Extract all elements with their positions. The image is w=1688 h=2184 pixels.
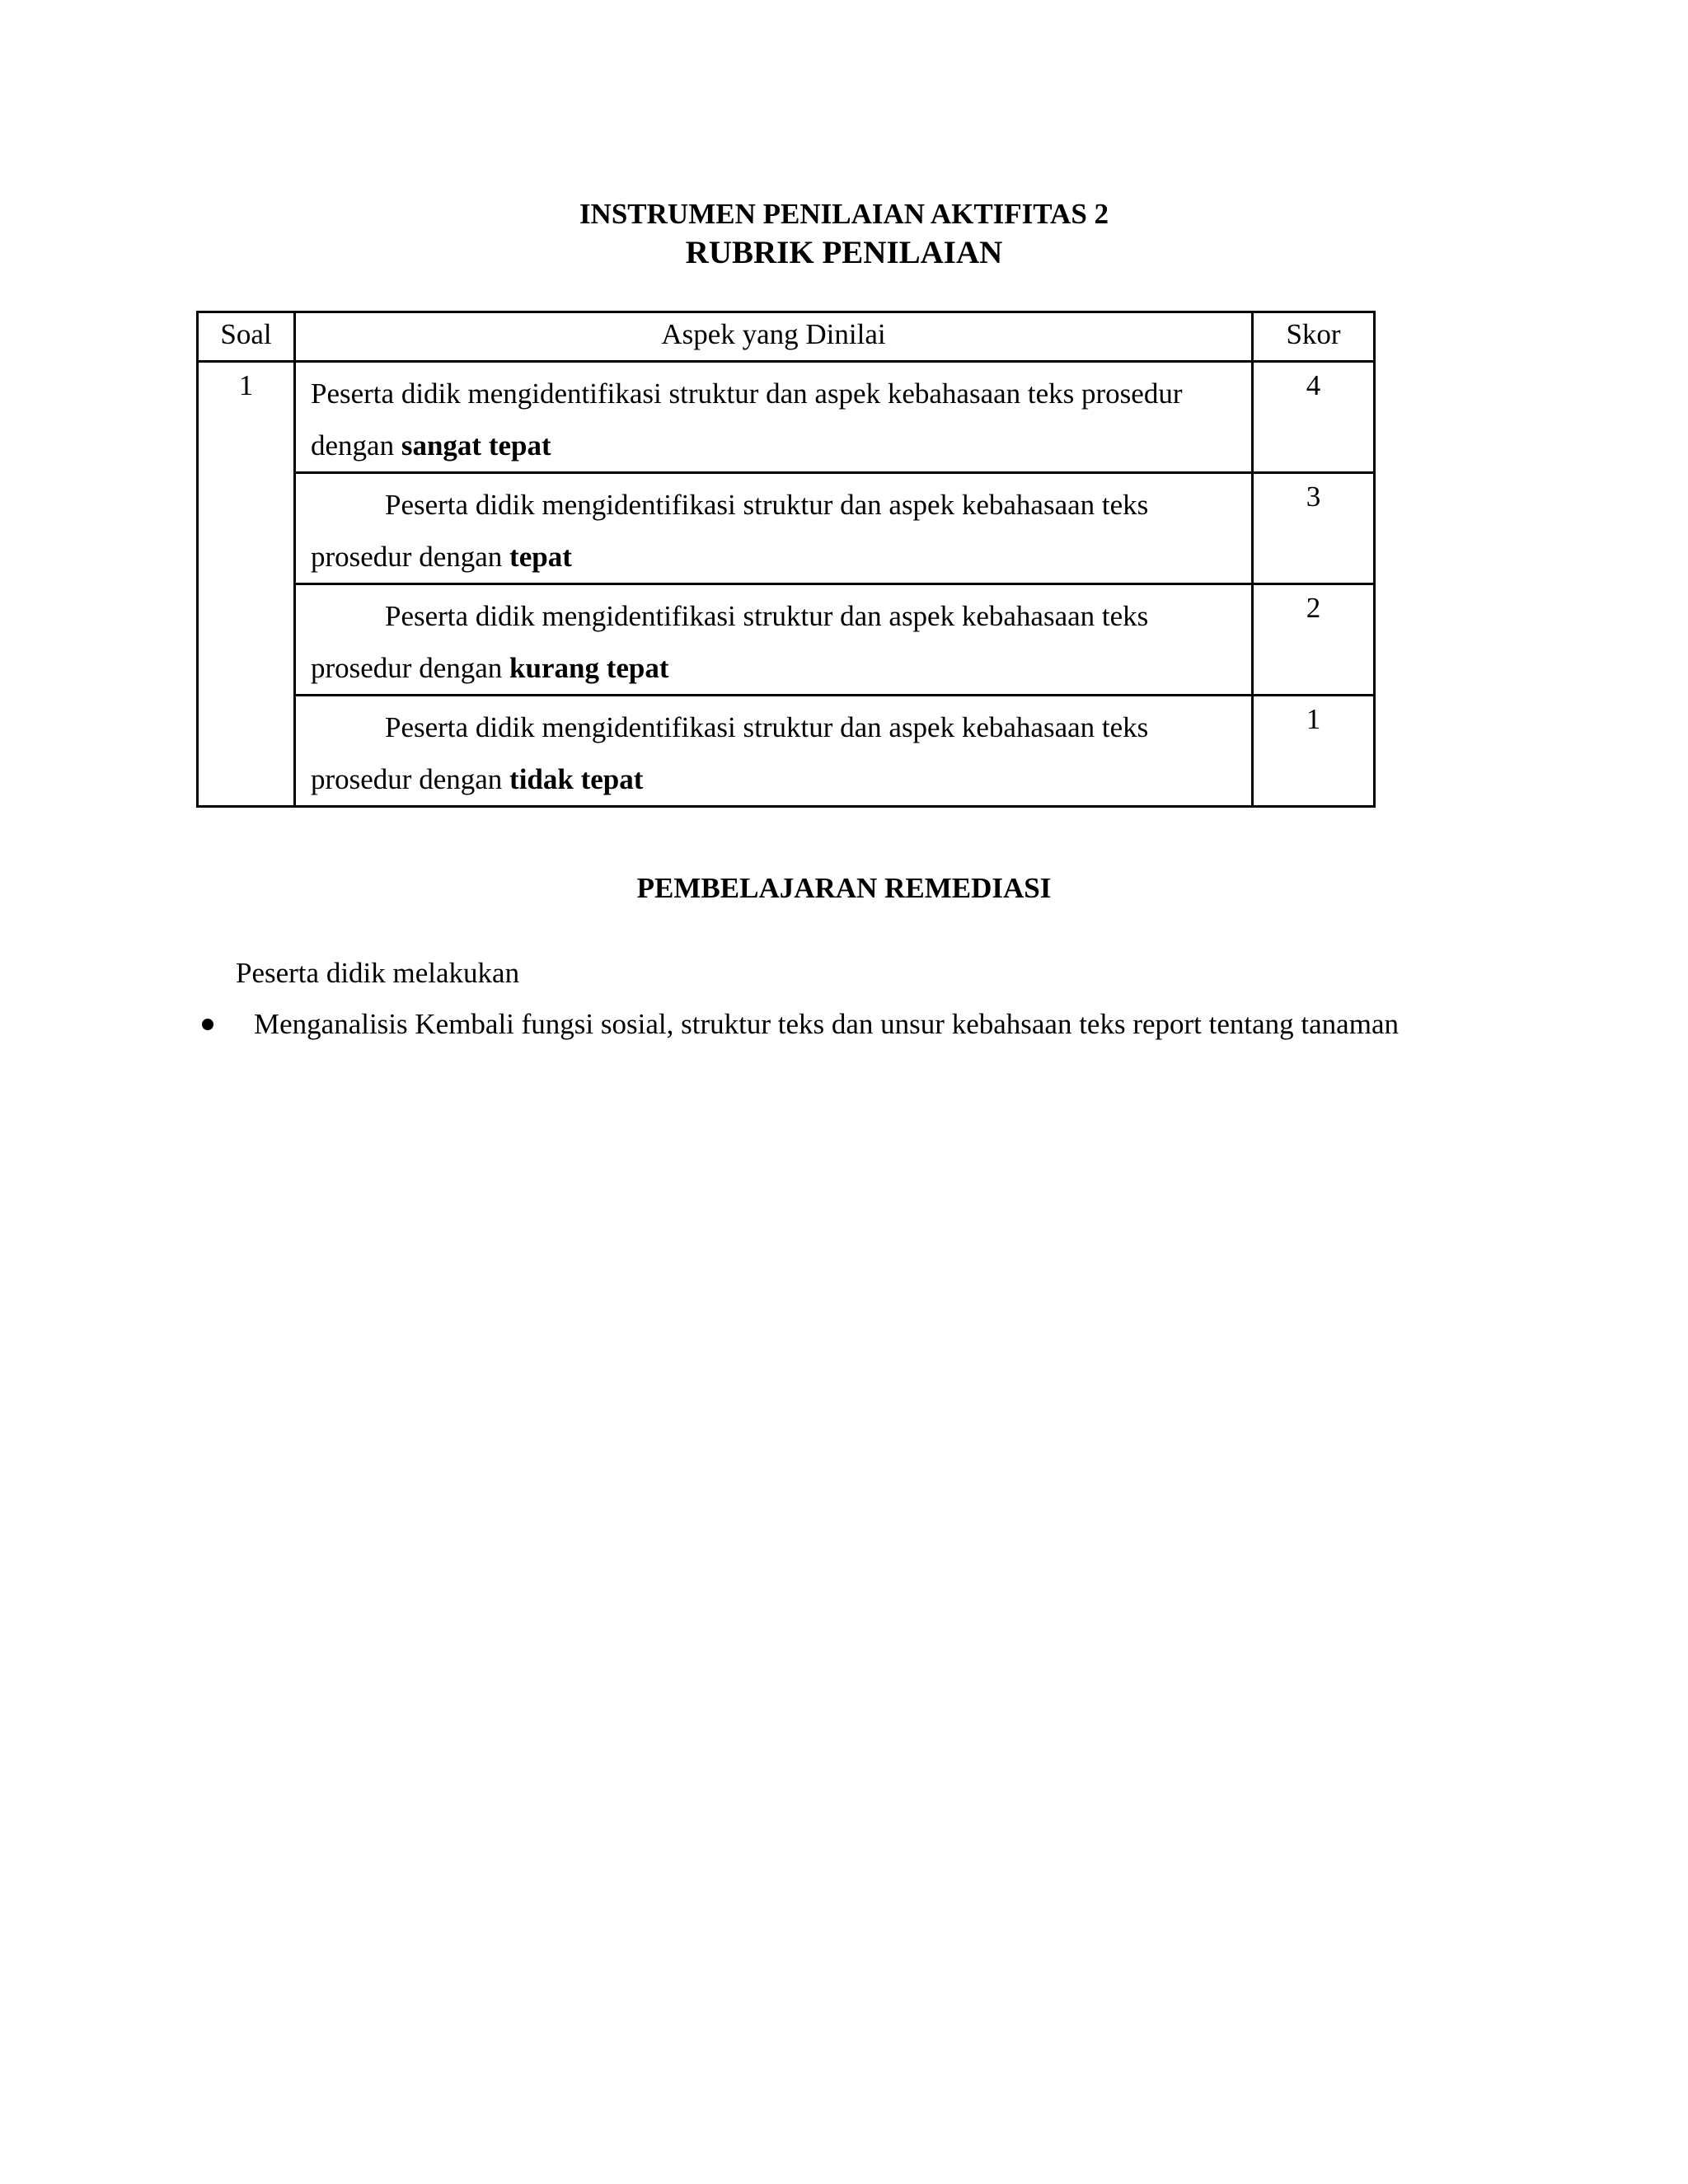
list-item [202,1006,1399,1043]
table-header-row [198,312,1375,362]
score-cell: 3 [1253,473,1375,584]
aspek-level: tepat [509,541,572,573]
remediation-intro: Peserta didik melakukan [236,957,520,989]
table-row [198,473,1375,584]
aspek-level: sangat tepat [401,429,551,462]
aspek-level: tidak tepat [509,763,644,795]
aspek-text: Peserta didik mengidentifikasi struktur dan aspek kebahasaan teks prosedur dengan [311,711,1149,795]
aspek-cell [295,362,1253,473]
aspek-text: Peserta didik mengidentifikasi struktur dan aspek kebahasaan teks prosedur dengan [311,600,1149,684]
table-row [198,362,1375,473]
list-item-text: Menganalisis Kembali fungsi sosial, struktur teks dan unsur kebahsaan teks report tentang tanaman [254,1008,1399,1040]
document-subtitle: RUBRIK PENILAIAN [685,235,1003,270]
score-cell: 1 [1253,696,1375,807]
rubric-table [196,311,1376,808]
aspek-level: kurang tepat [509,652,669,684]
score-cell: 2 [1253,584,1375,696]
table-row [198,584,1375,696]
table-row [198,696,1375,807]
remediation-title: PEMBELAJARAN REMEDIASI [636,872,1052,904]
aspek-cell [295,473,1253,584]
header-aspek: Aspek yang Dinilai [295,312,1253,362]
document-title: INSTRUMEN PENILAIAN AKTIFITAS 2 [579,198,1109,230]
bullet-icon [202,1019,213,1030]
header-skor: Skor [1253,312,1375,362]
aspek-cell [295,584,1253,696]
header-soal: Soal [198,312,295,362]
aspek-text: Peserta didik mengidentifikasi struktur dan aspek kebahasaan teks prosedur dengan [311,377,1183,462]
aspek-cell [295,696,1253,807]
aspek-text: Peserta didik mengidentifikasi struktur dan aspek kebahasaan teks prosedur dengan [311,489,1149,573]
soal-number-cell: 1 [198,362,295,807]
score-cell: 4 [1253,362,1375,473]
